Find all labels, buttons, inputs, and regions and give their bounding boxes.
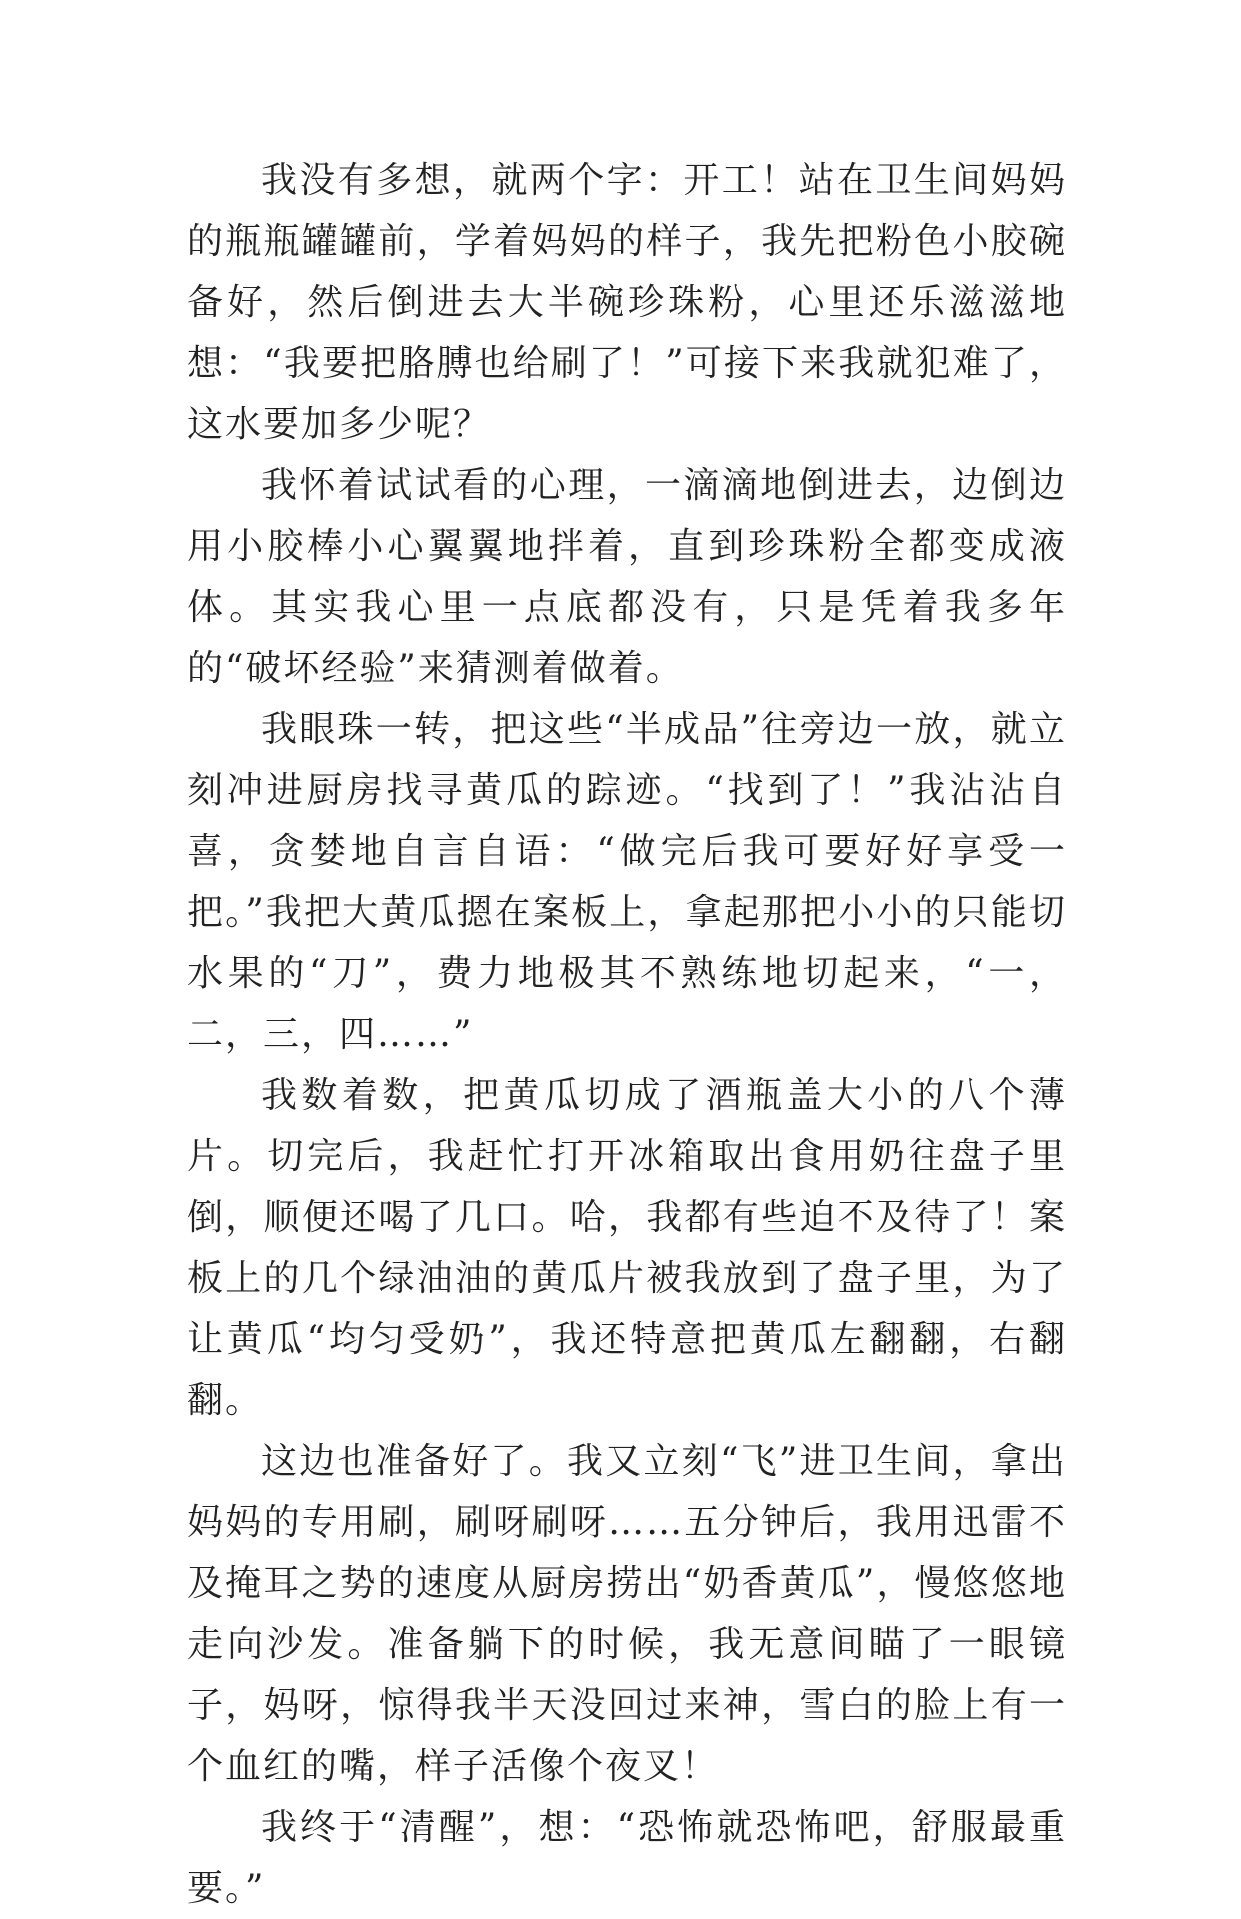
- paragraph: 我怀着试试看的心理，一滴滴地倒进去，边倒边用小胶棒小心翼翼地拌着，直到珍珠粉全都变成液体。其实我心里一点底都没有，只是凭着我多年的“破坏经验”来猜测着做着。: [187, 465, 1067, 689]
- paragraph: 这边也准备好了。我又立刻“飞”进卫生间，拿出妈妈的专用刷，刷呀刷呀……五分钟后，我用迅雷不及掩耳之势的速度从厨房捞出“奶香黄瓜”，慢悠悠地走向沙发。准备躺下的时候，我无意间瞄了一眼镜子，妈呀，惊得我半天没回过来神，雪白的脸上有一个血红的嘴，样子活像个夜叉！: [187, 1441, 1067, 1787]
- paragraph: 我数着数，把黄瓜切成了酒瓶盖大小的八个薄片。切完后，我赶忙打开冰箱取出食用奶往盘子里倒，顺便还喝了几口。哈，我都有些迫不及待了！案板上的几个绿油油的黄瓜片被我放到了盘子里，为了让黄瓜“均匀受奶”，我还特意把黄瓜左翻翻，右翻翻。: [187, 1075, 1067, 1421]
- paragraph: 我没有多想，就两个字：开工！站在卫生间妈妈的瓶瓶罐罐前，学着妈妈的样子，我先把粉色小胶碗备好，然后倒进去大半碗珍珠粉，心里还乐滋滋地想：“我要把胳膊也给刷了！”可接下来我就犯难了，这水要加多少呢？: [187, 160, 1067, 445]
- body-text: [187, 150, 1067, 1919]
- paragraph: 我眼珠一转，把这些“半成品”往旁边一放，就立刻冲进厨房找寻黄瓜的踪迹。“找到了！”我沾沾自喜，贪婪地自言自语：“做完后我可要好好享受一把。”我把大黄瓜摁在案板上，拿起那把小小的只能切水果的“刀”，费力地极其不熟练地切起来，“一，二，三，四……”: [187, 709, 1067, 1055]
- paragraph: 我终于“清醒”，想：“恐怖就恐怖吧，舒服最重要。”: [187, 1807, 1067, 1909]
